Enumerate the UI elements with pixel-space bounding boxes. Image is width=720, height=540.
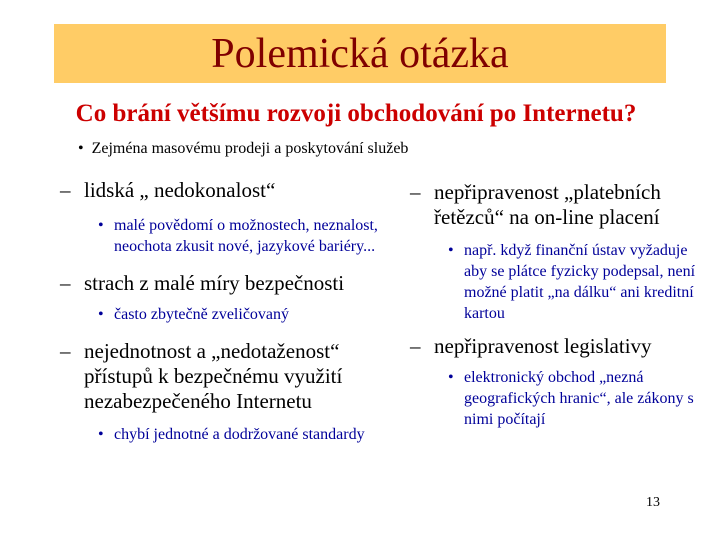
dash: – [410,334,421,358]
sub-bullet: • [98,426,104,443]
sub-text: elektronický obchod „nezná geografických hranic“, ale zákony s nimi počítají [464,369,694,428]
item-text: nepřipravenost legislativy [434,334,652,358]
note-text: Zejména masovému prodeji a poskytování služeb [91,140,409,157]
list-item [60,271,390,296]
sub-text: často zbytečně zveličovaný [114,306,290,323]
page-number: 13 [646,495,660,510]
dash: – [60,178,71,202]
sub-item [448,367,700,430]
left-column [60,178,390,445]
item-text: nejednotnost a „nedotaženost“ přístupů k bezpečnému využití nezabezpečeného Internetu [84,339,343,413]
sub-bullet: • [98,306,104,323]
item-text: strach z malé míry bezpečnosti [84,271,345,295]
slide-title: Polemická otázka [211,30,509,77]
list-item [410,334,700,359]
note-bullet: • [78,140,84,157]
sub-text: malé povědomí o možnostech, neznalost, neochota zkusit nové, jazykové bariéry... [114,217,378,255]
sub-text: např. když finanční ústav vyžaduje aby se plátce fyzicky podepsal, není možné platit „na dálku“ ani kreditní kartou [464,242,696,322]
dash: – [410,180,421,204]
dash: – [60,271,71,295]
item-text: lidská „ nedokonalost“ [84,178,276,202]
sub-bullet: • [448,242,454,259]
list-item [60,178,390,203]
sub-item [98,424,390,445]
title-box [54,24,666,83]
item-text: nepřipravenost „platebních řetězců“ na on-line placení [434,180,661,229]
sub-item [98,215,390,257]
sub-text: chybí jednotné a dodržované standardy [114,426,365,443]
sub-bullet: • [448,369,454,386]
right-column [410,180,700,430]
note [78,140,408,158]
sub-item [448,240,700,324]
sub-item [98,304,390,325]
dash: – [60,339,71,363]
list-item [410,180,700,230]
list-item [60,339,390,414]
slide-subtitle: Co brání většímu rozvoji obchodování po Internetu? [75,100,637,127]
sub-bullet: • [98,217,104,234]
